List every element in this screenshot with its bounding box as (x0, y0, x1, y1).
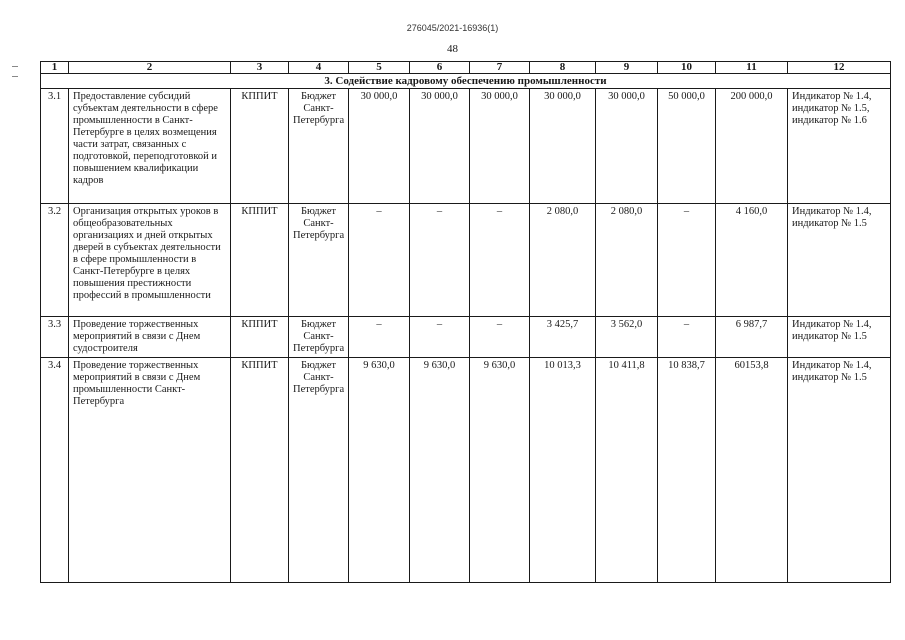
table-row (41, 358, 891, 583)
column-header: 2 (69, 62, 231, 74)
column-header: 5 (349, 62, 410, 74)
column-header: 1 (41, 62, 69, 74)
row-executor: КППИТ (231, 358, 289, 583)
row-value: 9 630,0 (410, 358, 470, 583)
row-value: 10 838,7 (658, 358, 716, 583)
row-indicators: Индикатор № 1.4, индикатор № 1.5 (788, 204, 891, 317)
row-description: Предоставление субсидий субъектам деятельности в сфере промышленности в Санкт-Петербурге в целях возмещения части затрат, связанных с подготовкой, переподготовкой и повышением квалификации кадров (69, 89, 231, 204)
row-value: – (349, 204, 410, 317)
column-header: 11 (716, 62, 788, 74)
row-value: 9 630,0 (349, 358, 410, 583)
page-number: 48 (447, 43, 458, 55)
program-table (40, 61, 891, 583)
row-value: 30 000,0 (349, 89, 410, 204)
row-number: 3.1 (41, 89, 69, 204)
row-total: 200 000,0 (716, 89, 788, 204)
column-number-row (41, 62, 891, 74)
table-row (41, 89, 891, 204)
section-title-row (41, 74, 891, 89)
column-header: 7 (470, 62, 530, 74)
row-value: – (470, 317, 530, 358)
row-funding-source: Бюджет Санкт-Петербурга (289, 204, 349, 317)
row-number: 3.2 (41, 204, 69, 317)
row-value: 50 000,0 (658, 89, 716, 204)
section-title: 3. Содействие кадровому обеспечению промышленности (41, 74, 891, 89)
row-executor: КППИТ (231, 89, 289, 204)
column-header: 9 (596, 62, 658, 74)
row-number: 3.4 (41, 358, 69, 583)
column-header: 3 (231, 62, 289, 74)
row-value: 3 425,7 (530, 317, 596, 358)
row-indicators: Индикатор № 1.4, индикатор № 1.5 (788, 317, 891, 358)
row-value: – (658, 204, 716, 317)
row-indicators: Индикатор № 1.4, индикатор № 1.5 (788, 358, 891, 583)
column-header: 6 (410, 62, 470, 74)
column-header: 4 (289, 62, 349, 74)
document-id: 276045/2021-16936(1) (406, 23, 499, 33)
row-funding-source: Бюджет Санкт-Петербурга (289, 358, 349, 583)
row-value: 9 630,0 (470, 358, 530, 583)
table-row (41, 204, 891, 317)
row-value: – (349, 317, 410, 358)
column-header: 12 (788, 62, 891, 74)
row-executor: КППИТ (231, 317, 289, 358)
row-total: 6 987,7 (716, 317, 788, 358)
row-value: 10 411,8 (596, 358, 658, 583)
row-value: – (410, 204, 470, 317)
row-value: – (658, 317, 716, 358)
row-executor: КППИТ (231, 204, 289, 317)
row-total: 4 160,0 (716, 204, 788, 317)
row-value: 10 013,3 (530, 358, 596, 583)
margin-mark (12, 76, 18, 77)
row-funding-source: Бюджет Санкт-Петербурга (289, 89, 349, 204)
row-value: – (470, 204, 530, 317)
row-funding-source: Бюджет Санкт-Петербурга (289, 317, 349, 358)
row-value: 3 562,0 (596, 317, 658, 358)
row-description: Организация открытых уроков в общеобразовательных организациях и дней открытых дверей в субъектах деятельности в сфере промышленности в Санкт-Петербурге в целях повышения престижности профессий в промышленности (69, 204, 231, 317)
row-total: 60153,8 (716, 358, 788, 583)
row-value: 30 000,0 (596, 89, 658, 204)
margin-mark (12, 66, 18, 67)
column-header: 8 (530, 62, 596, 74)
row-value: 2 080,0 (530, 204, 596, 317)
row-value: – (410, 317, 470, 358)
column-header: 10 (658, 62, 716, 74)
row-description: Проведение торжественных мероприятий в связи с Днем судостроителя (69, 317, 231, 358)
row-value: 30 000,0 (530, 89, 596, 204)
row-description: Проведение торжественных мероприятий в связи с Днем промышленности Санкт-Петербурга (69, 358, 231, 583)
row-value: 2 080,0 (596, 204, 658, 317)
row-value: 30 000,0 (410, 89, 470, 204)
row-indicators: Индикатор № 1.4, индикатор № 1.5, индикатор № 1.6 (788, 89, 891, 204)
table-row (41, 317, 891, 358)
row-value: 30 000,0 (470, 89, 530, 204)
row-number: 3.3 (41, 317, 69, 358)
